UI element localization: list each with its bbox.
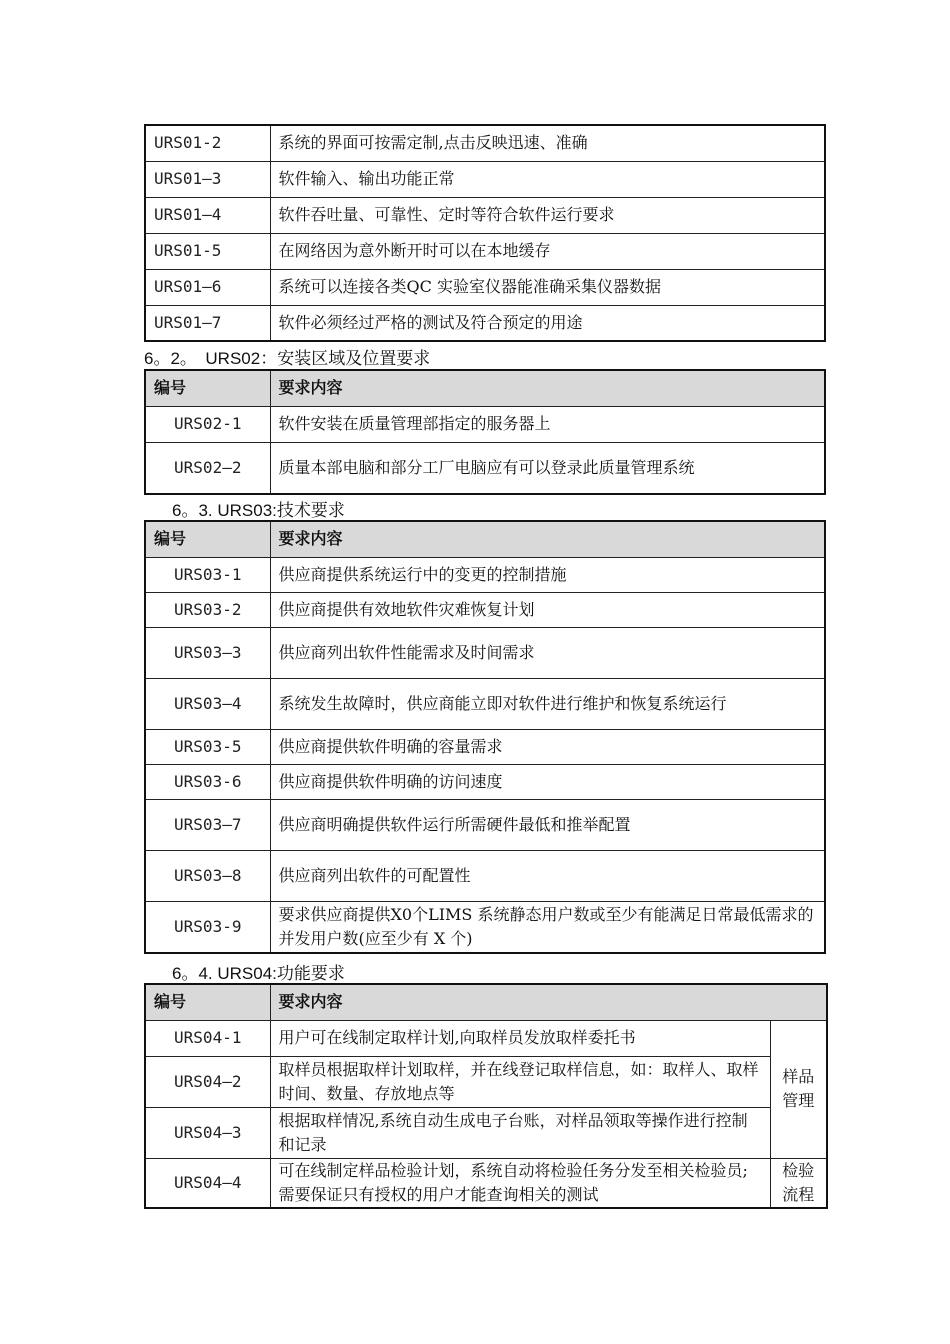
urs02-table — [144, 369, 826, 495]
requirement-text: 质量本部电脑和部分工厂电脑应有可以登录此质量管理系统 — [270, 442, 825, 494]
section-heading-6-4: 6。4. URS04:功能要求 — [172, 964, 345, 983]
requirement-text: 系统发生故障时，供应商能立即对软件进行维护和恢复系统运行 — [270, 678, 825, 729]
table-row — [145, 442, 825, 494]
group-label-sample-management: 样品管理 — [770, 1020, 827, 1158]
column-header-id: 编号 — [145, 521, 270, 557]
requirement-id: URS03-5 — [145, 729, 270, 764]
table-row — [145, 1107, 827, 1158]
column-header-content: 要求内容 — [270, 370, 825, 406]
table-row — [145, 557, 825, 592]
requirement-text: 供应商列出软件的可配置性 — [270, 850, 825, 901]
requirement-text: 在网络因为意外断开时可以在本地缓存 — [270, 233, 825, 269]
table-header-row — [145, 984, 827, 1020]
table-row — [145, 125, 825, 161]
table-header-row — [145, 521, 825, 557]
requirement-text: 供应商提供系统运行中的变更的控制措施 — [270, 557, 825, 592]
requirement-text: 软件吞吐量、可靠性、定时等符合软件运行要求 — [270, 197, 825, 233]
column-header-content: 要求内容 — [270, 521, 825, 557]
table-row — [145, 406, 825, 442]
column-header-content: 要求内容 — [270, 984, 827, 1020]
requirement-text: 软件输入、输出功能正常 — [270, 161, 825, 197]
column-header-id: 编号 — [145, 370, 270, 406]
urs01-table — [144, 124, 826, 342]
requirement-id: URS03-6 — [145, 764, 270, 799]
table-row — [145, 1056, 827, 1107]
requirement-id: URS04—4 — [145, 1158, 270, 1208]
section-heading-6-2: 6。2。 URS02：安装区域及位置要求 — [144, 349, 431, 368]
table-row — [145, 1158, 827, 1208]
requirement-id: URS01-5 — [145, 233, 270, 269]
urs04-table — [144, 983, 828, 1209]
table-header-row — [145, 370, 825, 406]
requirement-id: URS03-1 — [145, 557, 270, 592]
requirement-text: 供应商列出软件性能需求及时间需求 — [270, 627, 825, 678]
requirement-id: URS03—8 — [145, 850, 270, 901]
requirement-text: 要求供应商提供X0个LIMS 系统静态用户数或至少有能满足日常最低需求的并发用户数(应至少有 X 个) — [270, 901, 825, 953]
requirement-id: URS02—2 — [145, 442, 270, 494]
requirement-id: URS01—7 — [145, 305, 270, 341]
requirement-id: URS02-1 — [145, 406, 270, 442]
requirement-id: URS03-2 — [145, 592, 270, 627]
requirement-text: 供应商明确提供软件运行所需硬件最低和推举配置 — [270, 799, 825, 850]
requirement-id: URS04-1 — [145, 1020, 270, 1056]
section-heading-6-3: 6。3. URS03:技术要求 — [172, 501, 345, 520]
requirement-text: 系统的界面可按需定制,点击反映迅速、准确 — [270, 125, 825, 161]
table-row — [145, 799, 825, 850]
requirement-text: 供应商提供有效地软件灾难恢复计划 — [270, 592, 825, 627]
table-row — [145, 764, 825, 799]
requirement-id: URS01—6 — [145, 269, 270, 305]
requirement-text: 供应商提供软件明确的访问速度 — [270, 764, 825, 799]
table-row — [145, 269, 825, 305]
requirement-id: URS01-2 — [145, 125, 270, 161]
table-row — [145, 678, 825, 729]
requirement-id: URS04—3 — [145, 1107, 270, 1158]
table-row — [145, 233, 825, 269]
requirement-text: 软件安装在质量管理部指定的服务器上 — [270, 406, 825, 442]
column-header-id: 编号 — [145, 984, 270, 1020]
requirement-id: URS03—4 — [145, 678, 270, 729]
table-row — [145, 850, 825, 901]
requirement-text: 取样员根据取样计划取样，并在线登记取样信息，如：取样人、取样时间、数量、存放地点等 — [270, 1056, 770, 1107]
requirement-id: URS03—3 — [145, 627, 270, 678]
table-row — [145, 627, 825, 678]
requirement-text: 根据取样情况,系统自动生成电子台账，对样品领取等操作进行控制和记录 — [270, 1107, 770, 1158]
group-label-inspection-flow: 检验流程 — [770, 1158, 827, 1208]
requirement-text: 用户可在线制定取样计划,向取样员发放取样委托书 — [270, 1020, 770, 1056]
table-row — [145, 592, 825, 627]
table-row — [145, 197, 825, 233]
requirement-text: 系统可以连接各类QC 实验室仪器能准确采集仪器数据 — [270, 269, 825, 305]
requirement-id: URS03—7 — [145, 799, 270, 850]
requirement-id: URS01—3 — [145, 161, 270, 197]
table-row — [145, 901, 825, 953]
table-row — [145, 305, 825, 341]
table-row — [145, 729, 825, 764]
requirement-text: 供应商提供软件明确的容量需求 — [270, 729, 825, 764]
table-row — [145, 1020, 827, 1056]
requirement-id: URS01—4 — [145, 197, 270, 233]
requirement-id: URS04—2 — [145, 1056, 270, 1107]
requirement-text: 软件必须经过严格的测试及符合预定的用途 — [270, 305, 825, 341]
urs03-table — [144, 520, 826, 954]
table-row — [145, 161, 825, 197]
requirement-id: URS03-9 — [145, 901, 270, 953]
requirement-text: 可在线制定样品检验计划，系统自动将检验任务分发至相关检验员;需要保证只有授权的用户才能查询相关的测试 — [270, 1158, 770, 1208]
